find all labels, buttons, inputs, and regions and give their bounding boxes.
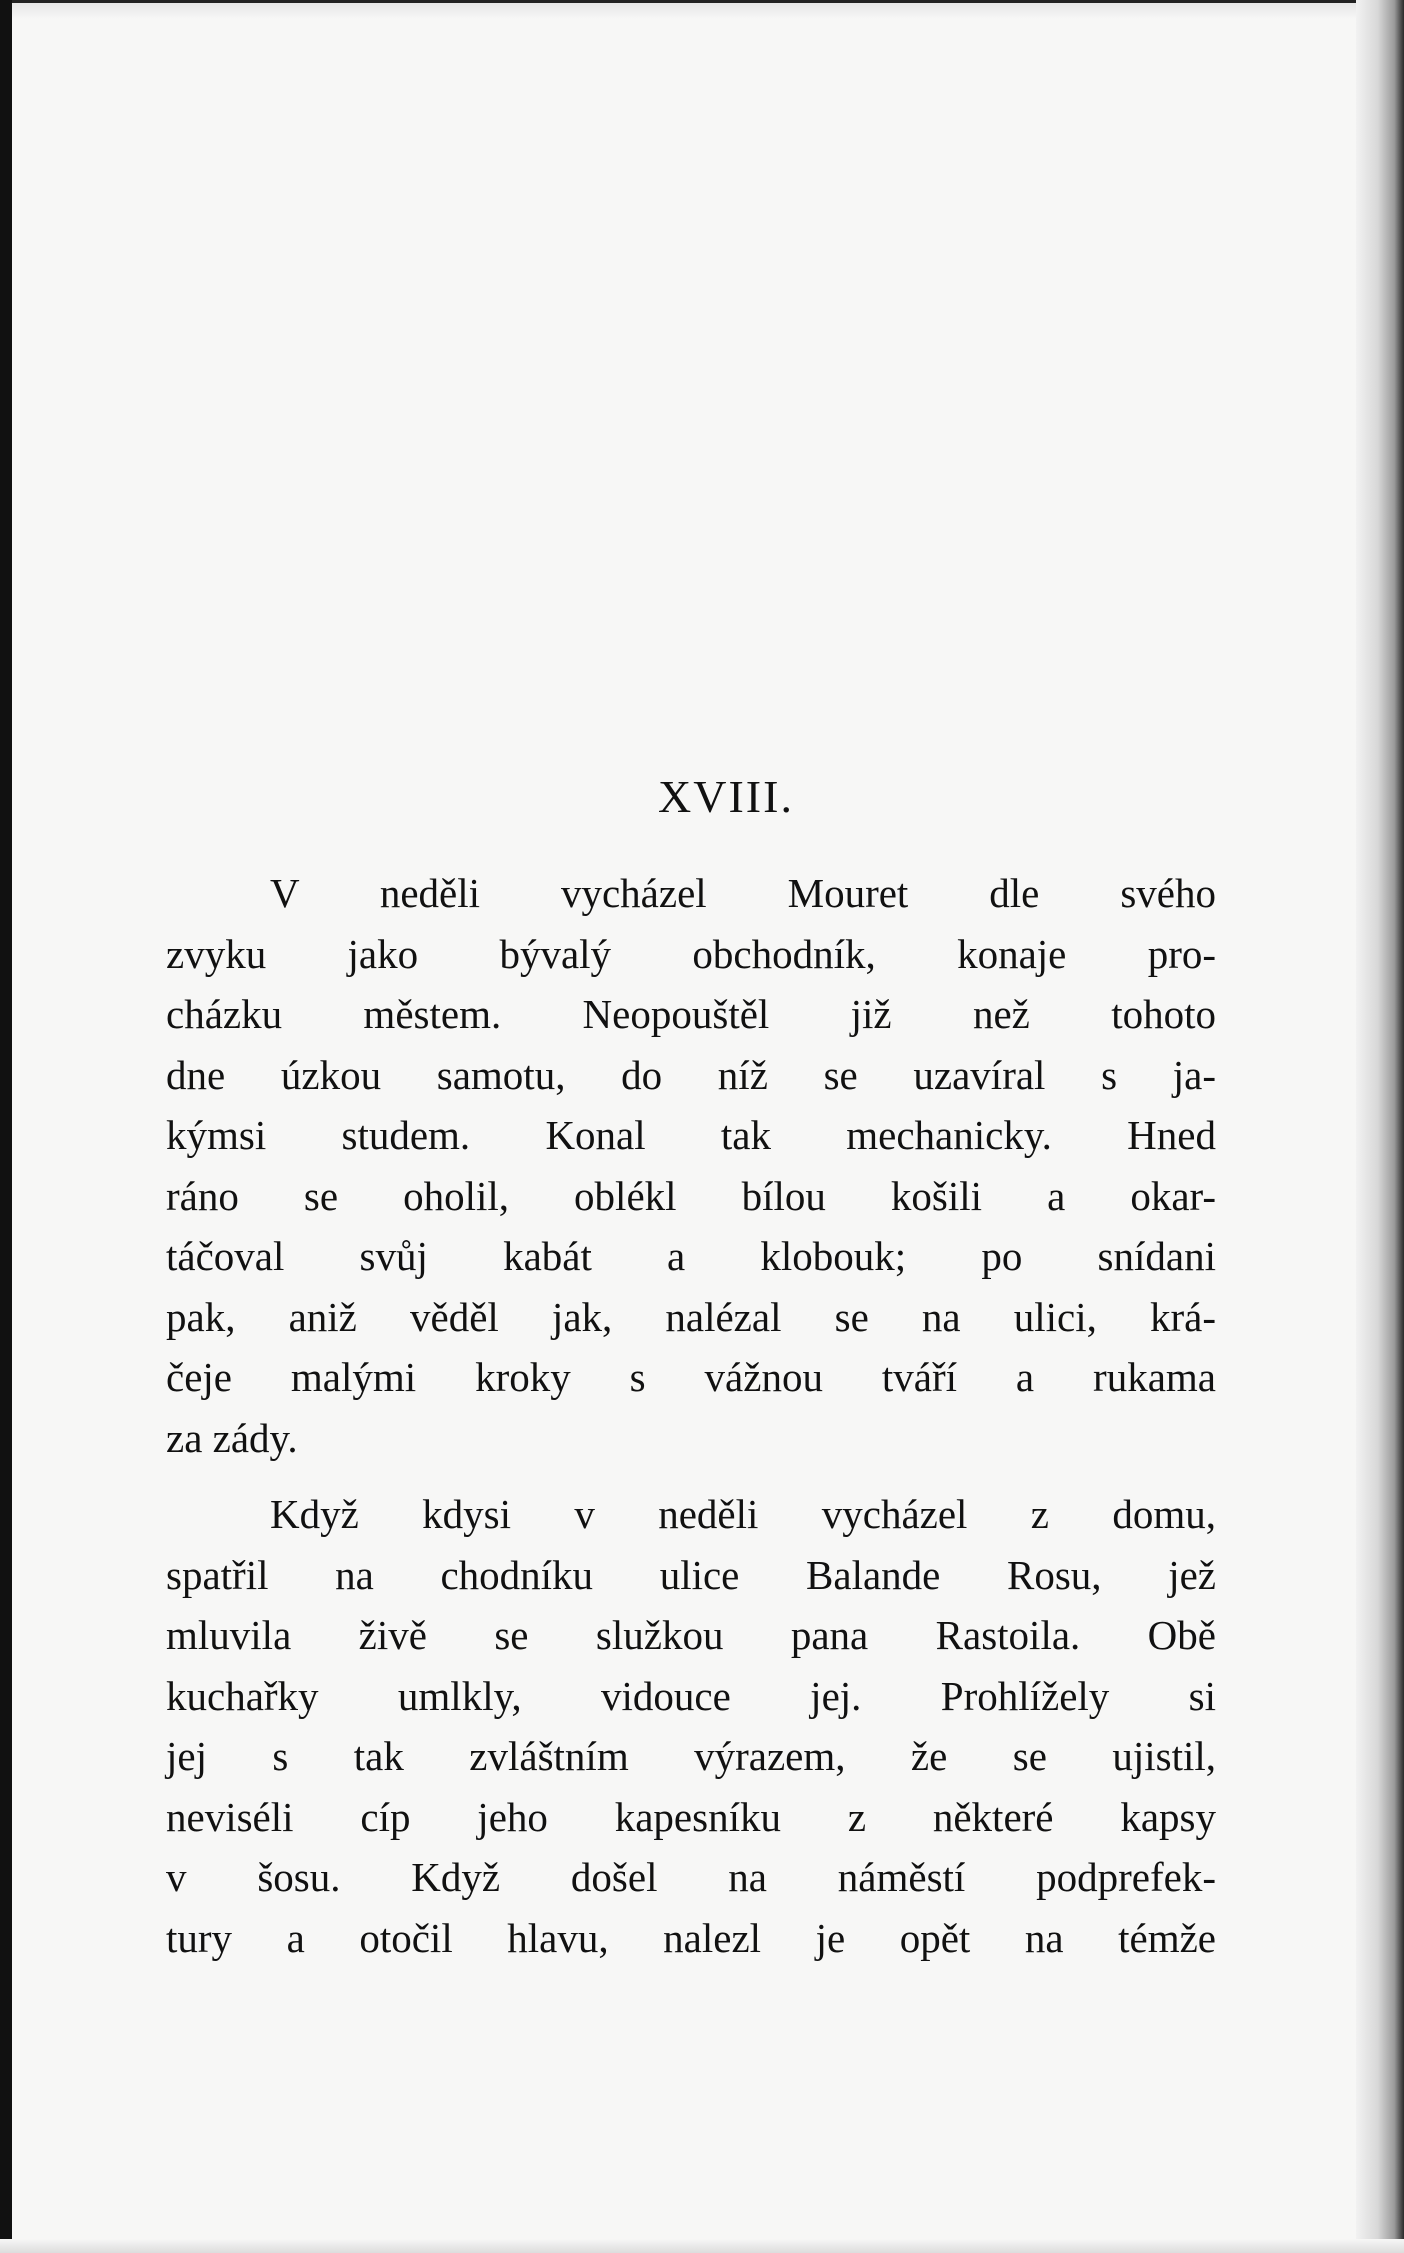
text-line: mluvila živě se služkou pana Rastoila. Obě [166, 1612, 1216, 1658]
text-line: pak, aniž věděl jak, nalézal se na ulici, krá- [166, 1293, 1216, 1340]
text-line: Když kdysi v neděli vycházel z domu, [270, 1491, 1216, 1537]
text-line: kuchařky umlkly, vidouce jej. Prohlížely si [166, 1672, 1216, 1719]
scan-edge-bottom [0, 2239, 1404, 2253]
text-line: spatřil na chodníku ulice Balande Rosu, jež [166, 1551, 1216, 1598]
scan-edge-left [0, 0, 12, 2253]
text-line: zvyku jako bývalý obchodník, konaje pro- [166, 930, 1216, 977]
text-line: v šosu. Když došel na náměstí podprefek- [166, 1854, 1216, 1900]
text-line: dne úzkou samotu, do níž se uzavíral s ja- [166, 1051, 1216, 1098]
scan-edge-top [0, 0, 1404, 19]
text-line: cházku městem. Neopouštěl již než tohoto [166, 991, 1216, 1037]
text-line: čeje malými kroky s vážnou tváří a rukama [166, 1354, 1216, 1400]
paragraph-1 [166, 863, 1216, 1468]
page-text-block [166, 770, 1216, 1968]
text-line: V neděli vycházel Mouret dle svého [270, 870, 1216, 916]
text-line: táčoval svůj kabát a klobouk; po snídani [166, 1233, 1216, 1279]
chapter-heading: XVIII. [658, 771, 794, 822]
text-line: kýmsi studem. Konal tak mechanicky. Hned [166, 1112, 1216, 1158]
text-line: jej s tak zvláštním výrazem, že se ujistil, [166, 1733, 1216, 1779]
scan-edge-right [1356, 0, 1404, 2253]
paragraph-2 [166, 1484, 1216, 1968]
text-line: ráno se oholil, oblékl bílou košili a okar- [166, 1172, 1216, 1219]
text-line: za zády. [166, 1414, 298, 1461]
text-line: tury a otočil hlavu, nalezl je opět na témže [166, 1914, 1216, 1961]
text-line: neviséli cíp jeho kapesníku z některé kapsy [166, 1793, 1216, 1840]
